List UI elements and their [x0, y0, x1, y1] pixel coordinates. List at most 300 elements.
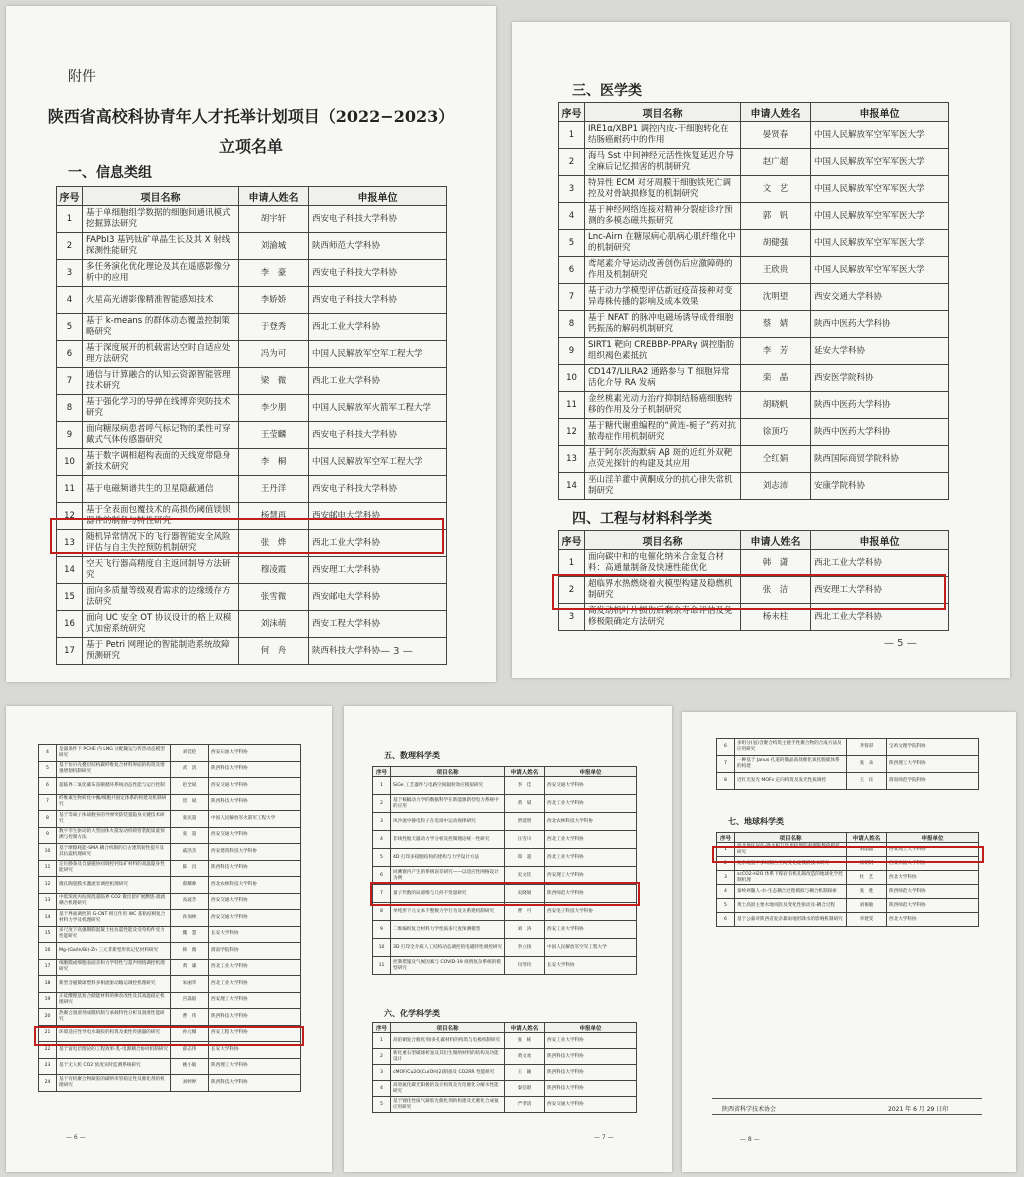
cell-unit: 中国人民解放军空军军医大学: [811, 176, 949, 203]
cell-no: 11: [57, 476, 83, 503]
cell-project: 4D 打印多稳胞结构的建构与力学设计方法: [391, 849, 505, 867]
cell-no: 5: [373, 849, 391, 867]
cell-unit: 西安邮电大学科协: [309, 584, 447, 611]
cell-applicant: 刘佳伦: [171, 745, 209, 762]
cell-project: 一种基于 Janus 孔道的微晶高效催化氧化脱硫体系的构建: [735, 756, 847, 773]
cell-project: 基于仿贝壳叠层结构碳纤维复合材料界面的构筑及增强增韧机制研究: [57, 761, 171, 778]
cell-applicant: 刘渝城: [239, 233, 309, 260]
cell-no: 1: [373, 777, 391, 795]
cell-no: 24: [39, 1075, 57, 1092]
cell-unit: 西北工业大学科协: [309, 530, 447, 557]
cell-project: 基于电磁频谱共生的卫星隐蔽通信: [83, 476, 239, 503]
cell-project: 基于神经网络连接对精神分裂症诊疗预测的多模态磁共振研究: [585, 203, 741, 230]
cell-project: 超临界水热燃烧着火模型构建及稳燃机制研究: [585, 577, 741, 604]
table-row: [39, 992, 301, 1009]
cell-unit: 西北工业大学科协: [545, 795, 637, 813]
table-row: [57, 206, 447, 233]
cell-project: 空天飞行器高精度自主返回制导方法研究: [83, 557, 239, 584]
cell-no: 1: [559, 550, 585, 577]
cell-no: 2: [559, 149, 585, 176]
cell-no: 2: [717, 857, 735, 871]
table-row: [373, 1049, 637, 1065]
cell-project: 基于界面调控的 G-CNT 相互作用 WC 基粘结相复合材料力学及机理研究: [57, 910, 171, 927]
cell-applicant: 秦信昭: [505, 1081, 545, 1097]
cell-no: 10: [57, 449, 83, 476]
table-row: [717, 899, 979, 913]
table-row: [559, 176, 949, 203]
cell-applicant: 姚小敏: [171, 1058, 209, 1075]
cell-applicant: 刘婷婷: [171, 1075, 209, 1092]
cell-applicant: 王欣贵: [741, 257, 811, 284]
cell-no: 9: [39, 827, 57, 844]
cell-unit: 陕西理工大学科协: [209, 1058, 301, 1075]
table-row: [39, 926, 301, 943]
cell-unit: 西北大学科协: [887, 913, 979, 927]
cell-applicant: 徐朝纲: [847, 857, 887, 871]
page-number: — 6 —: [66, 1134, 86, 1141]
table-row: [717, 773, 979, 790]
cell-unit: 西安医学院科协: [811, 365, 949, 392]
cell-project: 二维编织复合材料力学性质多尺度预测模型: [391, 921, 505, 939]
cell-unit: 西安石油大学科协: [209, 745, 301, 762]
table-row: [39, 959, 301, 976]
cell-unit: 西安工程大学科协: [209, 1025, 301, 1042]
cell-applicant: 张 栋: [505, 1033, 545, 1049]
cell-unit: 陕西师范大学科协: [309, 233, 447, 260]
table-row: [559, 311, 949, 338]
table-row: [559, 392, 949, 419]
cell-no: 5: [57, 314, 83, 341]
cell-project: 超临界二氧化碳布雷顿循环系统动态性能与运行控制: [57, 778, 171, 795]
cell-applicant: 张 洁: [741, 577, 811, 604]
cell-project: 高效氮化碳光阳极的设计构筑及光电催化分解水性能研究: [391, 1081, 505, 1097]
cell-applicant: 贾延明: [505, 813, 545, 831]
cell-unit: 西安工业大学科协: [545, 921, 637, 939]
cell-project: 黄土高原主要水地风险及变化性驱动及-耦合过程: [735, 899, 847, 913]
cell-unit: 西北工业大学科协: [811, 550, 949, 577]
cell-applicant: 李少朋: [239, 395, 309, 422]
page-number: — 5 —: [884, 638, 917, 649]
cell-applicant: 韩 潇: [741, 550, 811, 577]
table-row: [559, 473, 949, 500]
cell-no: 3: [57, 260, 83, 287]
cell-unit: 中国人民解放军空军军医大学: [811, 203, 949, 230]
cell-project: 基于 NFAT 的脉冲电磁场诱导成骨细胞钙振荡的解码机制研究: [585, 311, 741, 338]
table-row: [57, 584, 447, 611]
table-row: [39, 943, 301, 960]
cell-applicant: 胡健强: [741, 230, 811, 257]
cell-project: 西北地区居住-降水相互作用机理的观测和数值模拟研究: [735, 843, 847, 857]
cell-applicant: 文 艺: [741, 176, 811, 203]
cell-no: 4: [57, 287, 83, 314]
cell-applicant: 穆凌霞: [239, 557, 309, 584]
cell-applicant: 何 舟: [239, 638, 309, 665]
table-row: [39, 1009, 301, 1026]
cell-unit: 陕西科技大学科协: [209, 1075, 301, 1092]
cell-applicant: 胡晓帆: [741, 392, 811, 419]
cell-project: 单纯形下元文本不整数力学行为及关系建机制研究: [391, 903, 505, 921]
cell-no: 7: [39, 794, 57, 811]
cell-unit: 中国人民解放军空军工程大学: [545, 939, 637, 957]
cell-applicant: 曹 可: [505, 903, 545, 921]
table-row: [57, 611, 447, 638]
cell-project: cMOF/Cu2O(Cu(OH)2)制备及 CO2RR 性能研究: [391, 1065, 505, 1081]
cell-applicant: 杜 艺: [847, 871, 887, 885]
cell-unit: 西安电子科技大学科协: [309, 206, 447, 233]
cell-project: 金丝桃素光动力治疗抑制结肠癌细胞转移的作用及分子机制研究: [585, 392, 741, 419]
cell-applicant: 戚浩杰: [171, 844, 209, 861]
table-header-row: [559, 531, 949, 550]
table-row: [39, 1058, 301, 1075]
section-medical: 三、医学类: [572, 83, 642, 99]
chemistry-continued-table: [716, 738, 979, 790]
col-applicant: 申请人姓名: [239, 187, 309, 206]
cell-applicant: 李 桐: [239, 449, 309, 476]
cell-project: 中低浓度丙烷预混超临界 CO2 微出留扩展燃烧-湍流耦合机理研究: [57, 893, 171, 910]
cell-project: 控制措施及气候因素与 COVID-19 疫情复杂系统的模型研究: [391, 957, 505, 975]
table-row: [57, 287, 447, 314]
table-row: [57, 557, 447, 584]
cell-no: 18: [39, 976, 57, 993]
table-row: [717, 756, 979, 773]
cell-unit: 西北工业大学科协: [209, 959, 301, 976]
cell-applicant: 严孝清: [505, 1097, 545, 1113]
cell-unit: 陕西中医药大学科协: [811, 419, 949, 446]
cell-applicant: 杨慧再: [239, 503, 309, 530]
cell-no: 2: [373, 795, 391, 813]
cell-unit: 中国人民解放军空军工程大学: [309, 449, 447, 476]
col-applicant: 申请人姓名: [505, 767, 545, 777]
section-engineering: 四、工程与材料科学类: [572, 511, 712, 527]
cell-no: 19: [39, 992, 57, 1009]
highlight-box-row14: [50, 518, 444, 554]
cell-unit: 陕西中医药大学科协: [811, 311, 949, 338]
cell-project: 基于公募对陕西省复杂暴雨地形降水的影响机制研究: [735, 913, 847, 927]
cell-no: 8: [39, 811, 57, 828]
cell-no: 6: [57, 341, 83, 368]
cell-project: 随机异常情况下的飞行器智能安全风险评估与自主失控预防机制研究: [83, 530, 239, 557]
cell-unit: 陕西师范大学科协: [545, 885, 637, 903]
cell-project: 基于富电层理论的工程效果-乳-电源耦合协同机制研究: [57, 1042, 171, 1059]
cell-applicant: 李 豪: [239, 260, 309, 287]
cell-no: 4: [373, 831, 391, 849]
cell-project: Lnc-Airn 在糖尿病心肌病心肌纤维化中的机制研究: [585, 230, 741, 257]
cell-no: 1: [717, 843, 735, 857]
cell-no: 3: [559, 604, 585, 631]
cell-project: 新型含磁微球塑料多相流驱动输运调控机理研究: [57, 976, 171, 993]
table-row: [57, 422, 447, 449]
cell-project: Mg-(Ga/In/Bi)-Zn 三元非新型形状记忆材料研究: [57, 943, 171, 960]
cell-applicant: 李 佳: [505, 777, 545, 795]
cell-no: 12: [559, 419, 585, 446]
cell-applicant: 王 珏: [847, 773, 887, 790]
cell-applicant: 孙元娜: [171, 1025, 209, 1042]
col-unit: 申报单位: [811, 531, 949, 550]
cell-unit: 西安邮电大学科协: [309, 503, 447, 530]
table-header-row: [373, 1023, 637, 1033]
table-row: [373, 813, 637, 831]
cell-project: SIRT1 靶向 CREBBP-PPARγ 调控脂肪组织褐色素抵抗: [585, 338, 741, 365]
table-header-row: [717, 833, 979, 843]
cell-no: 3: [717, 871, 735, 885]
cell-applicant: 晏贤春: [741, 122, 811, 149]
cell-no: 4: [373, 1081, 391, 1097]
cell-no: 11: [39, 860, 57, 877]
cell-unit: 西北工业大学科协: [309, 368, 447, 395]
cell-unit: 西安交通大学科协: [545, 1097, 637, 1113]
cell-project: 风沙流中静电粒子在电场中运动规律研究: [391, 813, 505, 831]
cell-no: 22: [39, 1042, 57, 1059]
col-applicant: 申请人姓名: [505, 1023, 545, 1033]
cell-unit: 中国人民解放军空军军医大学: [811, 149, 949, 176]
cell-applicant: 陈 昌: [171, 860, 209, 877]
cell-project: 基于全表面包覆技术的高损伤阈值镁钡器件的制备与特性研究: [83, 503, 239, 530]
cell-project: 面向多质量等级观看需求的边缘缓存方法研究: [83, 584, 239, 611]
table-row: [559, 149, 949, 176]
cell-project: 量子代数的局部维与几何不变量研究: [391, 885, 505, 903]
cell-applicant: 史晓娟: [505, 885, 545, 903]
cell-project: 高发动机叶片损伤后剩余寿命评估及免修极限确定方法研究: [585, 604, 741, 631]
cell-no: 16: [57, 611, 83, 638]
cell-unit: 西安交通大学科协: [811, 284, 949, 311]
cell-applicant: 张 超: [171, 827, 209, 844]
highlight-box-row19: [34, 1026, 304, 1046]
cell-no: 6: [717, 913, 735, 927]
page-7: [344, 706, 672, 1172]
cell-unit: 西安工程大学科协: [309, 611, 447, 638]
cell-project: 面向 UC 安全 OT 协议设计的格上双模式加密系统研究: [83, 611, 239, 638]
table-row: [57, 395, 447, 422]
col-applicant: 申请人姓名: [847, 833, 887, 843]
cell-applicant: 刘晶晶: [847, 843, 887, 857]
cell-unit: 西安交通大学科协: [209, 910, 301, 927]
cell-applicant: 徐顶巧: [741, 419, 811, 446]
cell-applicant: 于登秀: [239, 314, 309, 341]
cell-no: 23: [39, 1058, 57, 1075]
cell-applicant: 梁 微: [239, 368, 309, 395]
col-project: 项目名称: [391, 767, 505, 777]
cell-unit: 延安大学科协: [811, 338, 949, 365]
cell-unit: 陕西理工大学科协: [887, 756, 979, 773]
table-row: [559, 365, 949, 392]
cell-no: 16: [39, 943, 57, 960]
page-number: — 7 —: [594, 1134, 614, 1141]
cell-unit: 西北工业大学科协: [545, 849, 637, 867]
col-project: 项目名称: [585, 103, 741, 122]
col-no: 序号: [57, 187, 83, 206]
cell-no: 1: [57, 206, 83, 233]
cell-project: 微孔陶瓷膜水激流泵调控机理研究: [57, 877, 171, 894]
cell-no: 17: [39, 959, 57, 976]
table-row: [57, 476, 447, 503]
table-row: [57, 341, 447, 368]
table-row: [559, 446, 949, 473]
col-unit: 申报单位: [811, 103, 949, 122]
cell-project: 基于强化学习的导弹在线博弈突防技术研究: [83, 395, 239, 422]
cell-project: 基于 Petri 网理论的智能制造系统故障预测研究: [83, 638, 239, 665]
cell-unit: 渭南学院科协: [209, 943, 301, 960]
col-unit: 申报单位: [545, 1023, 637, 1033]
cell-unit: 西北大学科协: [887, 871, 979, 885]
cell-unit: 西安电子科技大学科协: [309, 260, 447, 287]
cell-project: 纤维素生物转化中酶/细胞共固定体系的构建及机制研究: [57, 794, 171, 811]
cell-applicant: 蔡耀帅: [171, 877, 209, 894]
cell-project: 复杂地貌下多场耦合空间变化建模测技术研究: [735, 857, 847, 871]
table-row: [39, 860, 301, 877]
cell-no: 15: [57, 584, 83, 611]
cell-applicant: 张 烨: [239, 530, 309, 557]
table-row: [717, 871, 979, 885]
table-row: [373, 831, 637, 849]
cell-unit: 陕西科技大学科协: [309, 638, 447, 665]
cell-no: 12: [57, 503, 83, 530]
cell-applicant: 刘俊敏: [847, 899, 887, 913]
document-title: 陕西省高校科协青年人才托举计划项目（2022−2023）: [47, 107, 455, 126]
cell-unit: 渭南师范学院科协: [887, 773, 979, 790]
cell-no: 14: [57, 557, 83, 584]
cell-unit: 西安电子科技大学科协: [309, 287, 447, 314]
cell-applicant: 贺 斌: [171, 794, 209, 811]
cell-no: 9: [559, 338, 585, 365]
col-unit: 申报单位: [309, 187, 447, 206]
cell-applicant: 张民超: [171, 811, 209, 828]
cell-unit: 西安建筑科技大学科协: [209, 844, 301, 861]
cell-unit: 中国人民解放军空军军医大学: [811, 230, 949, 257]
cell-project: 基于数字调相超构表面的天线宽带隐身新技术研究: [83, 449, 239, 476]
cell-unit: 西安工业大学科协: [545, 1033, 637, 1049]
cell-applicant: 王莹麟: [239, 422, 309, 449]
table-row: [373, 1065, 637, 1081]
cell-project: 基于有机聚合物凝胶的碳纳米管稳定性及催化剂的机理研究: [57, 1075, 171, 1092]
cell-no: 13: [559, 446, 585, 473]
cell-no: 2: [559, 577, 585, 604]
table-row: [39, 745, 301, 762]
cell-applicant: 张 朵: [847, 756, 887, 773]
cell-applicant: 高波芳: [171, 893, 209, 910]
medical-table: [558, 102, 949, 500]
table-row: [39, 811, 301, 828]
cell-applicant: 朱丽华: [171, 976, 209, 993]
table-row: [57, 233, 447, 260]
cell-project: 基于阿尔茨海默病 Aβ 斑的近红外双靶点荧光探针的构建及其应用: [585, 446, 741, 473]
table-header-row: [373, 767, 637, 777]
cell-applicant: 薛志伟: [171, 1042, 209, 1059]
table-row: [39, 778, 301, 795]
cell-applicant: 李 芳: [741, 338, 811, 365]
cell-no: 1: [373, 1033, 391, 1049]
table-row: [373, 777, 637, 795]
table-row: [717, 739, 979, 756]
col-no: 序号: [559, 103, 585, 122]
col-project: 项目名称: [585, 531, 741, 550]
cell-no: 11: [559, 392, 585, 419]
highlight-box-geo-row1: [712, 846, 984, 863]
footer-divider: [712, 1098, 982, 1099]
table-row: [39, 893, 301, 910]
cell-project: 高铂铜复合催化剂/多孔碳材料的构筑与电极机制研究: [391, 1033, 505, 1049]
table-header-row: [57, 187, 447, 206]
cell-unit: 西安交通大学科协: [209, 778, 301, 795]
cell-project: 面向糖尿病患者呼气标记物的柔性可穿戴式气体传感器研究: [83, 422, 239, 449]
cell-unit: 西安理工大学科协: [811, 577, 949, 604]
table-row: [559, 203, 949, 230]
cell-unit: 西北工业大学科协: [811, 604, 949, 631]
cell-project: 近红光发光 MOFs 定向构筑及发光性质调控: [735, 773, 847, 790]
cell-unit: 西北工业大学科协: [309, 314, 447, 341]
cell-project: 非线性航天器动力学分析及控制理论统一性研究: [391, 831, 505, 849]
page-number: — 8 —: [740, 1136, 760, 1143]
cell-no: 5: [373, 1097, 391, 1113]
cell-unit: 陕西国际商贸学院科协: [811, 446, 949, 473]
cell-unit: 西安石油大学科协: [887, 857, 979, 871]
cell-no: 7: [717, 756, 735, 773]
chemistry-table: [372, 1022, 637, 1113]
cell-applicant: 赵全斌: [171, 778, 209, 795]
cell-no: 5: [717, 899, 735, 913]
cell-unit: 西北工业大学科协: [209, 976, 301, 993]
cell-project: 基于单细胞组学数据的细胞间通讯模式挖掘算法研究: [83, 206, 239, 233]
cell-applicant: 冯为可: [239, 341, 309, 368]
cell-project: 3D 打印全介质人工结构动态调控的电磁特性调控研究: [391, 939, 505, 957]
table-row: [39, 1075, 301, 1092]
cell-applicant: 黄 斌: [505, 795, 545, 813]
page-6: [6, 706, 332, 1172]
cell-applicant: 赵广超: [741, 149, 811, 176]
cell-unit: 陕西师范大学科协: [887, 899, 979, 913]
table-row: [373, 957, 637, 975]
cell-no: 5: [559, 230, 585, 257]
table-row: [39, 877, 301, 894]
cell-unit: 西北农林科技大学科协: [209, 877, 301, 894]
cell-no: 13: [57, 530, 83, 557]
cell-no: 6: [39, 778, 57, 795]
cell-project: SiGe 工艺器件与电路空间辐射效应模拟研究: [391, 777, 505, 795]
table-row: [57, 314, 447, 341]
cell-applicant: 汪雪川: [505, 831, 545, 849]
cell-applicant: 王 颖: [505, 1065, 545, 1081]
cell-unit: 陕西中医药大学科协: [811, 392, 949, 419]
cell-applicant: 蔡 婧: [741, 311, 811, 338]
footer-org: 陕西省科学技术协会: [722, 1106, 777, 1113]
section-info: 一、信息类组: [68, 165, 152, 181]
cell-project: 是器条件下 PCHE 内 LNG 分配输运与传热动态模型研究: [57, 745, 171, 762]
math-table: [372, 766, 637, 975]
cell-applicant: 胡宇轩: [239, 206, 309, 233]
cell-project: 定位静条及自旋磁协同调控钙钛矿材料的高温隐身性能研究: [57, 860, 171, 877]
cell-applicant: 栾 晶: [741, 365, 811, 392]
cell-unit: 西安理工大学科协: [309, 557, 447, 584]
cell-project: 基于动力学模型评估新冠疫苗接种对变异毒株传播的影响及成本效果: [585, 284, 741, 311]
cell-project: 新化重石型碳球析氢及其衍生微纳材料的结构及功能设计: [391, 1049, 505, 1065]
cell-project: 火星高光谱影像精准智能感知技术: [83, 287, 239, 314]
annex-label: 附件: [68, 69, 96, 85]
cell-unit: 西北农林科技大学科协: [545, 813, 637, 831]
cell-no: 1: [559, 122, 585, 149]
table-row: [373, 939, 637, 957]
cell-no: 8: [373, 903, 391, 921]
cell-no: 7: [559, 284, 585, 311]
table-row: [559, 230, 949, 257]
cell-project: 多尺度下高强钢筋混凝土柱抗震性能及受弯构件受力性能研究: [57, 926, 171, 943]
cell-project: 回溯窗内产生的系统误差研究——以适应性网格设计为例: [391, 867, 505, 885]
cell-unit: 宝鸡文理学院科协: [887, 739, 979, 756]
cell-no: 9: [373, 921, 391, 939]
table-header-row: [559, 103, 949, 122]
cell-project: 热聚合润滑剂成膜机制与承载特性分析及润滑性能研究: [57, 1009, 171, 1026]
footer-divider: [712, 1114, 982, 1115]
cell-unit: 西安交通大学科协: [545, 777, 637, 795]
cell-no: 10: [373, 939, 391, 957]
